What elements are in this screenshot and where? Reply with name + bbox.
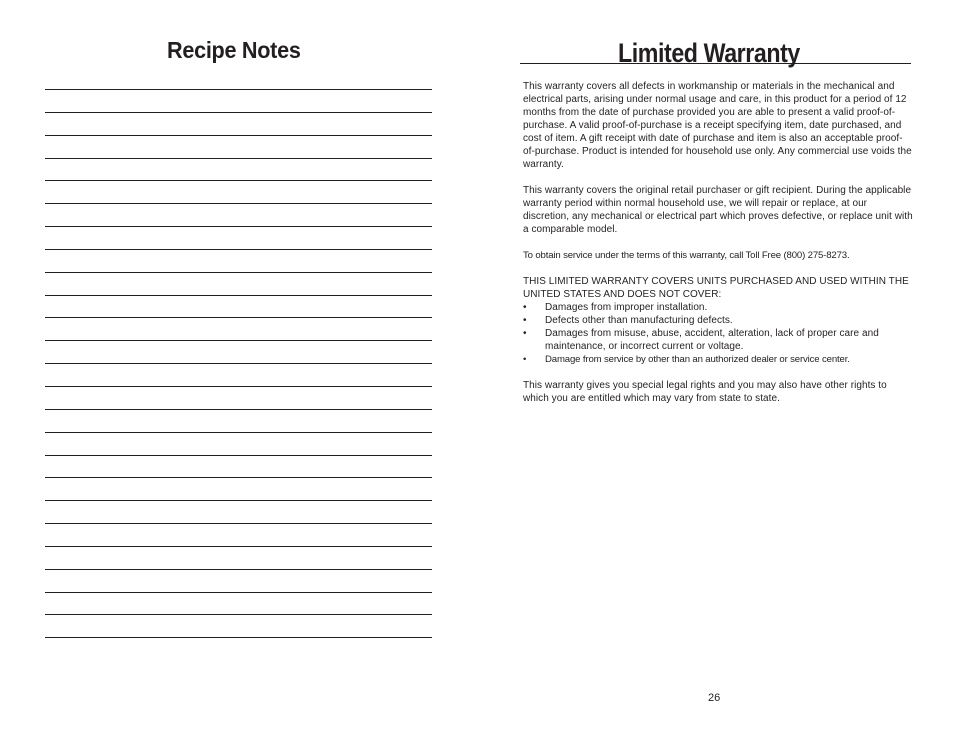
warranty-body — [523, 80, 913, 418]
note-line — [45, 409, 432, 410]
warranty-service-paragraph: To obtain service under the terms of this warranty, call Toll Free (800) 275-8273. — [523, 250, 850, 261]
recipe-notes-lines — [45, 89, 432, 660]
bullet-icon: • — [523, 328, 527, 339]
exclusions-list — [523, 301, 913, 366]
bullet-icon: • — [523, 354, 527, 365]
legal-rights-paragraph: This warranty gives you special legal rights and you may also have other rights to which you are entitled which may vary from state to state. — [523, 380, 887, 404]
limited-warranty-title: Limited Warranty — [618, 38, 800, 68]
page-number: 26 — [708, 692, 721, 704]
exclusion-text: Damages from misuse, abuse, accident, alteration, lack of proper care and maintenance, or incorrect current or voltage. — [545, 328, 879, 352]
exclusions-heading: THIS LIMITED WARRANTY COVERS UNITS PURCHASED AND USED WITHIN THE UNITED STATES AND DOES NOT COVER: — [523, 276, 909, 300]
note-line — [45, 546, 432, 547]
note-line — [45, 249, 432, 250]
note-line — [45, 614, 432, 615]
note-line — [45, 203, 432, 204]
note-line — [45, 500, 432, 501]
note-line — [45, 295, 432, 296]
exclusion-text: Damage from service by other than an authorized dealer or service center. — [545, 354, 850, 365]
note-line — [45, 272, 432, 273]
warranty-purchaser-paragraph: This warranty covers the original retail purchaser or gift recipient. During the applicable warranty period within normal household use, we will repair or replace, at our discretion, any mechanical or electrical part which proves defective, or replace unit with a comparable model. — [523, 185, 913, 235]
note-line — [45, 569, 432, 570]
exclusion-item — [523, 353, 913, 366]
note-line — [45, 386, 432, 387]
note-line — [45, 89, 432, 90]
bullet-icon: • — [523, 315, 527, 326]
note-line — [45, 363, 432, 364]
exclusion-item — [523, 327, 913, 353]
note-line — [45, 637, 432, 638]
note-line — [45, 112, 432, 113]
note-line — [45, 340, 432, 341]
bullet-icon: • — [523, 302, 527, 313]
note-line — [45, 592, 432, 593]
recipe-notes-title: Recipe Notes — [167, 37, 301, 63]
exclusion-item — [523, 314, 913, 327]
note-line — [45, 180, 432, 181]
note-line — [45, 477, 432, 478]
exclusion-text: Defects other than manufacturing defects. — [545, 315, 733, 326]
note-line — [45, 135, 432, 136]
warranty-coverage-paragraph: This warranty covers all defects in workmanship or materials in the mechanical and electrical parts, arising under normal usage and care, in this product for a period of 12 months from the date of purchase provided you are able to present a valid proof-of-purchase. A valid proof-of-purchase is a receipt specifying item, date purchased, and cost of item. A gift receipt with date of purchase and item is also an acceptable proof-of-purchase. Product is intended for household use only. Any commercial use voids the warranty. — [523, 81, 912, 170]
note-line — [45, 317, 432, 318]
note-line — [45, 226, 432, 227]
note-line — [45, 158, 432, 159]
title-underline-rule — [520, 63, 911, 64]
exclusion-item — [523, 301, 913, 314]
note-line — [45, 455, 432, 456]
note-line — [45, 432, 432, 433]
note-line — [45, 523, 432, 524]
exclusion-text: Damages from improper installation. — [545, 302, 708, 313]
